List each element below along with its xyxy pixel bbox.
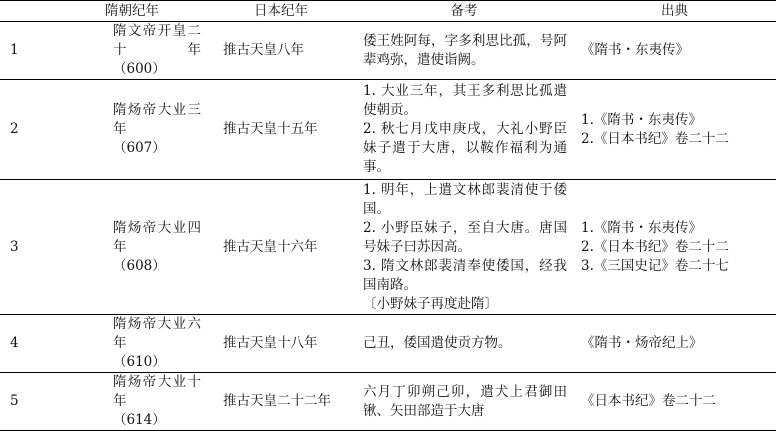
- source-cell: [573, 373, 776, 431]
- sui-era-cell: [57, 373, 207, 431]
- japan-era-cell: 推古天皇十五年: [223, 121, 318, 137]
- notes-cell: [355, 22, 573, 80]
- source-cell: [573, 22, 776, 80]
- sui-era-cell: [57, 315, 207, 373]
- sui-era-text: 隋炀帝大业十年: [113, 374, 201, 409]
- header-source: 出典: [661, 2, 688, 19]
- japan-era-cell: 推古天皇八年: [223, 42, 304, 58]
- source-line: 1.《隋书・东夷传》: [581, 111, 702, 128]
- note-line: 〔小野妹子再度赴隋〕: [363, 295, 498, 312]
- source-line: 《隋书・炀帝纪上》: [581, 335, 703, 351]
- sui-era-text: 隋文帝开皇二十年: [113, 23, 201, 58]
- sui-year: （608）: [113, 257, 166, 274]
- source-line: 《隋书・东夷传》: [581, 42, 689, 58]
- source-line: 2.《日本书纪》卷二十二: [581, 238, 729, 255]
- row-index: 5: [10, 393, 19, 409]
- source-cell: [573, 80, 776, 180]
- source-line: 2.《日本书纪》卷二十二: [581, 130, 729, 147]
- sui-year: （610）: [113, 354, 166, 370]
- row-index: 1: [10, 42, 19, 58]
- source-cell: [573, 180, 776, 315]
- row-index: 3: [10, 238, 19, 255]
- sui-year: （600）: [113, 61, 166, 77]
- table-row: [0, 80, 776, 180]
- notes-cell: [355, 373, 573, 431]
- japan-era-cell: 推古天皇十六年: [223, 238, 318, 255]
- sui-era-cell: [57, 180, 207, 315]
- notes-cell: [355, 180, 573, 315]
- table-row: [0, 180, 776, 315]
- note-line: 2. 小野臣妹子，至自大唐。唐国号妹子曰苏因高。: [363, 219, 567, 255]
- sui-era-text: 隋炀帝大业六年: [113, 316, 201, 351]
- table-row: [0, 315, 776, 373]
- source-line: 1.《隋书・东夷传》: [581, 219, 702, 236]
- sui-era-cell: [57, 80, 207, 180]
- sui-era-text: 隋炀帝大业四年: [113, 219, 201, 255]
- table-row: [0, 22, 776, 80]
- note-line: 1. 大业三年，其王多利思比孤遣使朝贡。: [363, 83, 567, 118]
- source-cell: [573, 315, 776, 373]
- japan-era-cell: 推古天皇十八年: [223, 335, 318, 351]
- sui-year: （614）: [113, 412, 166, 428]
- notes-cell: [355, 315, 573, 373]
- header-japan-era: 日本纪年: [254, 2, 308, 19]
- table-header-row: [0, 1, 776, 22]
- sui-era-text: 隋炀帝大业三年: [113, 102, 201, 137]
- note-line: 2. 秋七月戊申庚戌，大礼小野臣妹子遣于大唐，以鞍作福利为通事。: [363, 121, 567, 175]
- notes-cell: [355, 80, 573, 180]
- japan-era-cell: 推古天皇二十二年: [223, 393, 331, 409]
- row-index: 2: [10, 121, 19, 137]
- source-line: 3.《三国史记》卷二十七: [581, 257, 729, 274]
- source-line: 《日本书纪》卷二十二: [581, 393, 716, 409]
- header-index: [0, 1, 57, 22]
- note-line: 己丑，倭国遣使贡方物。: [363, 335, 512, 351]
- note-line: 3. 隋文林郎裴清奉使倭国，经我国南路。: [363, 257, 567, 293]
- header-sui-era: 隋朝纪年: [105, 2, 159, 19]
- note-line: 倭王姓阿每，字多利思比孤，号阿辈鸡弥，遣使诣阙。: [363, 32, 567, 68]
- sui-year: （607）: [113, 140, 166, 156]
- sui-era-cell: [57, 22, 207, 80]
- row-index: 4: [10, 335, 19, 351]
- header-notes: 备考: [450, 2, 478, 19]
- note-line: 1. 明年，上遣文林郎裴清使于倭国。: [363, 181, 567, 217]
- table-row: [0, 373, 776, 431]
- note-line: 六月丁卯朔己卯，遣犬上君御田锹、矢田部造于大唐: [363, 383, 567, 419]
